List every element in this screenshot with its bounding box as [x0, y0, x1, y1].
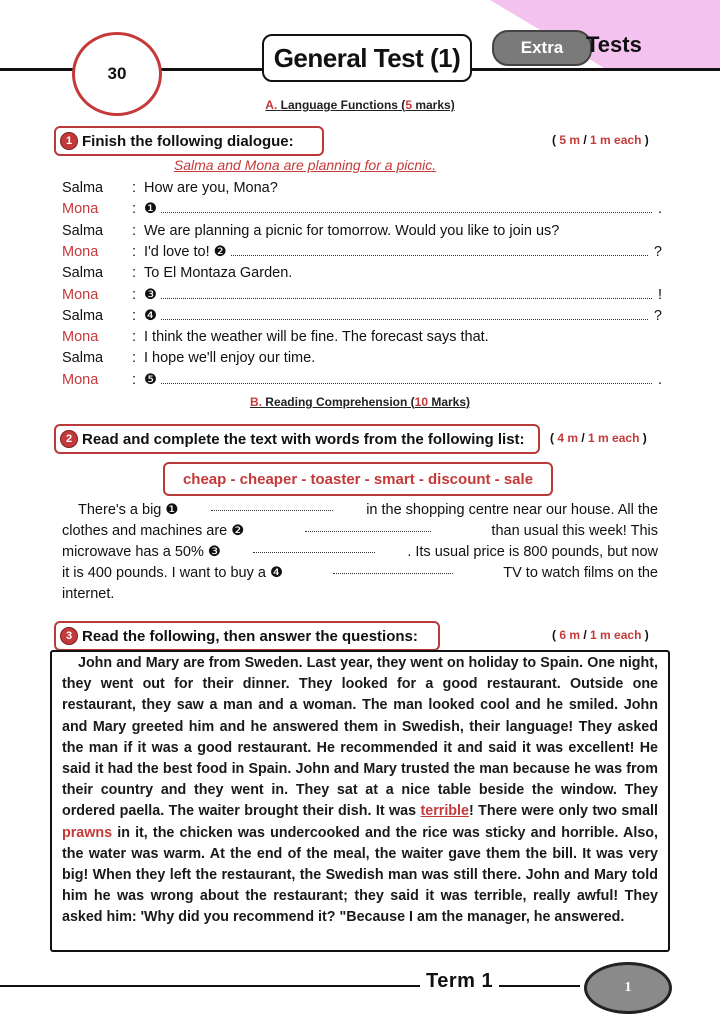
speaker-name: Salma [62, 307, 104, 324]
tests-label: Tests [586, 32, 642, 57]
end-punctuation: ! [657, 286, 662, 303]
speaker-name: Mona [62, 201, 99, 218]
section-b-marks: 10 [414, 395, 428, 409]
speaker-name: Salma [62, 180, 104, 196]
dialogue-content [144, 242, 662, 263]
page-footer-number [584, 962, 672, 1014]
section-a-title: Language Functions ( [280, 98, 406, 112]
dialogue-line [62, 178, 662, 199]
q2-heading-text: Read and complete the text with words from the following list: [82, 430, 525, 448]
header-rule-mark [472, 68, 492, 71]
word-list: cheap - cheaper - toaster - smart - discount - sale [182, 470, 534, 488]
dialogue-line [62, 348, 662, 369]
section-a-marks: 5 [405, 98, 412, 112]
q2-text-6: . Its usual price is 800 pounds, but now [407, 544, 658, 560]
q2-text-9: internet. [62, 586, 115, 602]
q2-marks-close: ) [639, 431, 647, 445]
end-punctuation: . [657, 201, 662, 218]
answer-blank[interactable] [161, 318, 648, 320]
q2-text-5: microwave has a 50% ❸ [62, 544, 221, 560]
passage-part-2: ! There were only two small [468, 803, 658, 820]
title-number: 1 [438, 42, 453, 73]
speaker-name: Salma [62, 222, 104, 239]
speaker-name: Salma [62, 265, 104, 282]
q1-marks-total: 5 m [559, 133, 581, 147]
q1-marks-open: ( [552, 133, 560, 147]
dialogue-text: ❸ [144, 286, 157, 303]
speaker-name: Mona [62, 286, 99, 303]
section-a-prefix: A. [265, 98, 278, 112]
section-b-suffix: Marks) [428, 395, 471, 409]
dialogue-text: How are you, Mona? [144, 180, 278, 196]
q1-heading-text: Finish the following dialogue: [82, 132, 294, 150]
q2-badge-icon: 2 [60, 430, 78, 448]
end-punctuation: . [657, 371, 662, 388]
q2-marks-sep: / [578, 431, 589, 445]
dialogue-line [62, 263, 662, 284]
q2-text-4: than usual this week! This [491, 523, 658, 539]
passage-part-1: John and Mary are from Sweden. Last year, they went on holiday to Spain. One night, they went out for their dinner. They looked for a good restaurant. Outside one restaurant, they saw a man and a woman. The man looked cool and he smiled. John and Mary greeted him and he answered them in Swedish, their language! They asked the man if it was a good restaurant. He recommended it and said it was excellent! He said it had the best food in Spain. John and Mary trusted the man because he was from their country and they went in. They sat at a nice table beside the window. They ordered paella. The waiter brought their dish. It was [62, 655, 658, 820]
speaker-name: Salma [62, 350, 104, 367]
answer-blank[interactable] [161, 211, 652, 213]
q2-text-3: clothes and machines are ❷ [62, 523, 245, 539]
dialogue-line [62, 199, 662, 220]
footer-page: 1 [624, 980, 632, 995]
speaker-colon: : [132, 350, 137, 367]
blank-3[interactable] [253, 542, 375, 553]
answer-blank[interactable] [231, 254, 648, 256]
term-label: Term 1 [420, 970, 499, 993]
dialogue-text: ❹ [144, 307, 157, 324]
dialogue-line [62, 327, 662, 348]
answer-blank[interactable] [161, 382, 652, 384]
q3-heading [54, 621, 440, 651]
speaker-colon: : [132, 243, 137, 260]
speaker-colon: : [132, 286, 137, 303]
dialogue-text: ❶ [144, 201, 157, 218]
speaker-name: Mona [62, 243, 99, 260]
dialogue-content [144, 263, 662, 284]
q2-marks [550, 431, 647, 445]
q3-marks-each: 1 m each [590, 628, 642, 642]
dialogue-content [144, 199, 662, 220]
end-punctuation: ? [653, 307, 662, 324]
title-close: ) [452, 42, 461, 73]
blank-1[interactable] [211, 500, 333, 511]
q2-text-2: in the shopping centre near our house. All the [366, 502, 658, 518]
q1-marks-sep: / [580, 133, 591, 147]
dialogue-content [144, 370, 662, 391]
speaker-colon: : [132, 329, 137, 346]
end-punctuation: ? [653, 243, 662, 260]
page-number: 30 [107, 64, 127, 83]
q2-marks-each: 1 m each [588, 431, 640, 445]
speaker-colon: : [132, 371, 137, 388]
dialogue-line [62, 242, 662, 263]
q1-marks-each: 1 m each [590, 133, 642, 147]
page-title [262, 34, 472, 82]
title-text: General Test ( [273, 42, 439, 73]
dialogue-content [144, 327, 662, 348]
section-a-heading [200, 98, 520, 112]
highlight-prawns: prawns [62, 824, 113, 841]
q1-badge-icon: 1 [60, 132, 78, 150]
section-b-prefix: B. [249, 395, 262, 409]
dialogue-text: I hope we'll enjoy our time. [144, 350, 316, 367]
q3-marks-close: ) [641, 628, 649, 642]
dialogue-content [144, 306, 662, 327]
speaker-name: Mona [62, 329, 99, 346]
q3-marks [552, 628, 649, 642]
dialogue-text: We are planning a picnic for tomorrow. Would you like to join us? [144, 222, 560, 239]
dialogue-line [62, 370, 662, 391]
dialogue-scene: Salma and Mona are planning for a picnic. [173, 157, 437, 173]
dialogue-text: I'd love to! ❷ [144, 243, 227, 260]
dialogue-text: I think the weather will be fine. The forecast says that. [144, 329, 489, 346]
dialogue-content [144, 348, 662, 369]
q2-text-7: it is 400 pounds. I want to buy a ❹ [62, 565, 283, 581]
speaker-colon: : [132, 307, 137, 324]
q1-marks [552, 133, 649, 147]
section-a-suffix: marks) [412, 98, 455, 112]
q2-heading [54, 424, 540, 454]
dialogue-line [62, 306, 662, 327]
dialogue-line [62, 221, 662, 242]
extra-label: Extra [520, 38, 564, 57]
q2-marks-open: ( [550, 431, 558, 445]
q2-text-1: There's a big ❶ [78, 502, 179, 518]
section-b-title: Reading Comprehension ( [265, 395, 415, 409]
q3-marks-sep: / [580, 628, 591, 642]
speaker-colon: : [132, 222, 137, 239]
dialogue-content [144, 285, 662, 306]
page-number-circle [72, 32, 162, 116]
q2-marks-total: 4 m [557, 431, 579, 445]
word-list-box [163, 462, 553, 496]
q3-badge-icon: 3 [60, 627, 78, 645]
answer-blank[interactable] [161, 297, 652, 299]
blank-4[interactable] [333, 563, 453, 574]
highlight-terrible: terrible [420, 803, 469, 820]
speaker-colon: : [132, 265, 137, 282]
blank-2[interactable] [305, 521, 431, 532]
q3-heading-text: Read the following, then answer the questions: [82, 627, 418, 645]
dialogue-text: To El Montaza Garden. [144, 265, 293, 282]
passage-part-3: in it, the chicken was undercooked and the rice was sticky and horrible. Also, the water was warm. At the end of the meal, the waiter gave them the bill. It was very big! When they left the restaurant, the Swedish man was still there. John and Mary told him he was wrong about the restaurant; they said it was terrible, really awful! They asked him: 'Why did you recommend it? "Because I am the manager, he answered. [62, 824, 658, 926]
q1-marks-close: ) [641, 133, 649, 147]
dialogue-content [144, 178, 662, 199]
q2-text-8: TV to watch films on the [503, 565, 658, 581]
speaker-name: Mona [62, 371, 99, 388]
dialogue-line [62, 285, 662, 306]
reading-passage [62, 653, 658, 929]
q3-marks-open: ( [552, 628, 560, 642]
section-b-heading [200, 395, 520, 409]
q2-paragraph [62, 500, 658, 605]
speaker-colon: : [132, 180, 137, 196]
extra-badge [492, 30, 592, 66]
dialogue-content [144, 221, 662, 242]
speaker-colon: : [132, 201, 137, 218]
dialogue-text: ❺ [144, 371, 157, 388]
q3-marks-total: 6 m [559, 628, 581, 642]
q1-heading [54, 126, 324, 156]
